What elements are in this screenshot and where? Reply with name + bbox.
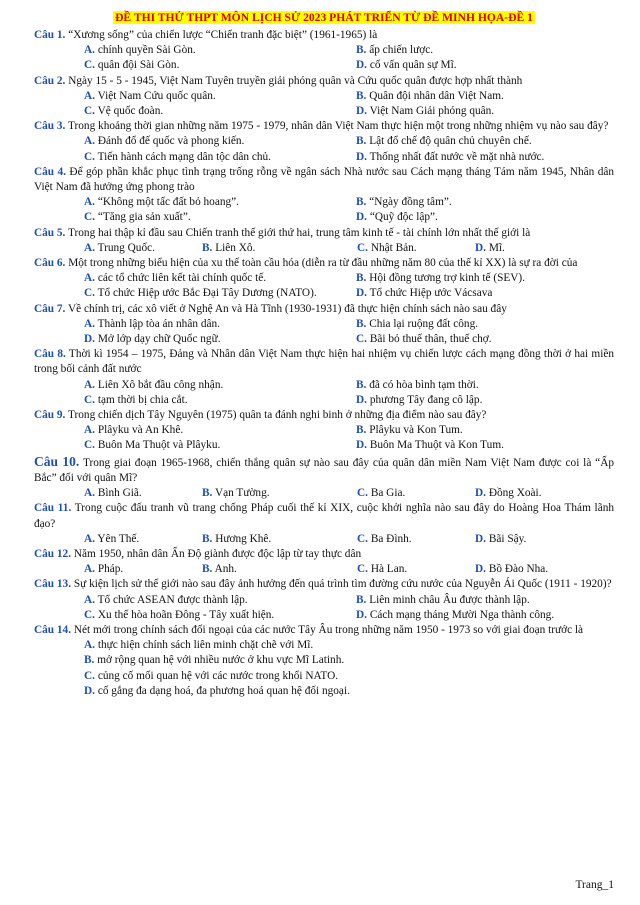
question-stem: [34, 28, 614, 43]
option-text: Lật đổ chế độ quân chủ chuyên chế.: [369, 135, 532, 148]
option-letter: D.: [356, 150, 367, 163]
option-text: Pháp.: [97, 563, 124, 576]
question-text: Để góp phần khắc phục tình trạng trống rỗng về ngân sách Nhà nước sau Cách mạng tháng Tám năm 1945, Nhân dân Việt Nam đã hưởng ứng phong trào: [34, 165, 615, 194]
question-block: [34, 119, 614, 165]
option-letter: A.: [84, 378, 95, 391]
answer-option: [84, 423, 356, 438]
option-letter: D.: [84, 684, 95, 697]
option-letter: C.: [357, 532, 368, 545]
answer-option: [84, 89, 356, 104]
answer-options: [34, 423, 614, 453]
question-block: [34, 302, 614, 348]
answer-option: [475, 562, 595, 577]
option-text: Yên Thế.: [97, 532, 140, 545]
question-stem: [34, 256, 614, 271]
option-letter: C.: [84, 393, 95, 406]
option-text: “Ngày đồng tâm”.: [369, 196, 452, 209]
answer-option: [84, 210, 356, 225]
option-text: Việt Nam Giải phóng quân.: [369, 105, 495, 118]
option-letter: B.: [84, 654, 95, 667]
answer-option: [84, 317, 356, 332]
question-text: Trong khoảng thời gian những năm 1975 - 1979, nhân dân Việt Nam thực hiện một trong những nhiệm vụ nào sau đây?: [68, 120, 609, 133]
option-letter: D.: [475, 532, 486, 545]
question-block: [34, 501, 614, 547]
option-letter: A.: [84, 639, 95, 652]
option-letter: C.: [357, 563, 368, 576]
answer-option: [475, 241, 595, 256]
answer-option: [356, 271, 628, 286]
question-number: Câu 7.: [34, 302, 66, 315]
option-text: Trung Quốc.: [97, 241, 155, 254]
option-letter: B.: [356, 44, 367, 57]
question-stem: [34, 119, 614, 134]
option-letter: C.: [84, 669, 95, 682]
answer-option: [84, 43, 356, 58]
answer-option: [84, 271, 356, 286]
option-letter: D.: [356, 608, 367, 621]
option-text: Tổ chức ASEAN được thành lập.: [97, 593, 248, 606]
question-stem: [34, 623, 614, 638]
option-text: Tiến hành cách mạng dân tộc dân chủ.: [97, 150, 271, 163]
answer-option: [357, 562, 475, 577]
answer-option: [84, 134, 356, 149]
answer-option: [356, 150, 628, 165]
answer-option: [357, 241, 475, 256]
option-text: “Không một tấc đất bỏ hoang”.: [97, 196, 239, 209]
option-text: Ba Gia.: [370, 487, 406, 500]
question-number: Câu 4.: [34, 165, 66, 178]
answer-option: [84, 684, 614, 699]
option-text: Nhật Bản.: [370, 241, 417, 254]
answer-options: [34, 378, 614, 408]
question-stem: [34, 408, 614, 423]
question-stem: [34, 547, 614, 562]
answer-option: [84, 104, 356, 119]
question-number: Câu 14.: [34, 623, 72, 636]
question-list: [34, 28, 614, 699]
option-letter: C.: [84, 105, 95, 118]
option-letter: C.: [84, 59, 95, 72]
question-stem: [34, 165, 614, 195]
answer-option: [202, 241, 357, 256]
question-stem: [34, 74, 614, 89]
option-letter: A.: [84, 487, 95, 500]
answer-options: [34, 317, 614, 347]
option-text: Anh.: [214, 563, 237, 576]
answer-options: [34, 532, 614, 547]
answer-option: [356, 317, 628, 332]
question-block: [34, 623, 614, 699]
option-text: Hương Khê.: [215, 532, 272, 545]
question-number: Câu 10.: [34, 453, 80, 469]
answer-option: [356, 286, 628, 301]
option-text: phương Tây đang cô lập.: [369, 393, 483, 406]
answer-options: [34, 89, 614, 119]
option-text: Việt Nam Cứu quốc quân.: [97, 89, 216, 102]
answer-option: [84, 332, 356, 347]
option-text: Bồ Đào Nha.: [488, 563, 549, 576]
option-text: đã có hòa bình tạm thời.: [369, 378, 479, 391]
question-stem: [34, 577, 614, 592]
option-letter: B.: [202, 241, 213, 254]
option-text: củng cố mối quan hệ với các nước trong khối NATO.: [97, 669, 339, 682]
answer-option: [356, 378, 628, 393]
option-text: thực hiện chính sách liên minh chặt chẽ với Mĩ.: [97, 639, 314, 652]
option-letter: C.: [357, 487, 368, 500]
question-number: Câu 5.: [34, 226, 66, 239]
option-text: mở rộng quan hệ với nhiều nước ở khu vực Mĩ Latinh.: [97, 654, 345, 667]
question-text: Nét mới trong chính sách đối ngoại của các nước Tây Âu trong những năm 1950 - 1973 so với giai đoạn trước là: [73, 623, 584, 636]
option-text: cố vấn quân sự Mĩ.: [369, 59, 457, 72]
question-block: [34, 347, 614, 408]
option-letter: B.: [356, 593, 367, 606]
answer-option: [84, 286, 356, 301]
exam-title: ĐỀ THI THỬ THPT MÔN LỊCH SỬ 2023 PHÁT TRIỂN TỪ ĐỀ MINH HỌA-ĐỀ 1: [115, 11, 533, 24]
answer-option: [84, 532, 202, 547]
answer-options: [34, 638, 614, 699]
option-text: Quân đội nhân dân Việt Nam.: [369, 89, 504, 102]
answer-options: [34, 562, 614, 577]
question-block: [34, 577, 614, 623]
question-block: [34, 28, 614, 74]
answer-option: [356, 89, 628, 104]
answer-option: [356, 210, 628, 225]
answer-option: [84, 638, 614, 653]
question-text: Thời kì 1954 – 1975, Đảng và Nhân dân Việt Nam thực hiện hai nhiệm vụ chiến lược cách mạng đồng thời ở hai miền trong bối cảnh đất nước: [34, 348, 615, 376]
option-text: Tổ chức Hiệp ước Bắc Đại Tây Dương (NATO).: [97, 287, 317, 300]
answer-option: [84, 378, 356, 393]
option-text: Liên Xô bắt đầu công nhận.: [97, 378, 224, 391]
option-letter: A.: [84, 424, 95, 437]
option-text: Liên minh châu Âu được thành lập.: [369, 593, 530, 606]
answer-option: [356, 43, 628, 58]
question-number: Câu 13.: [34, 578, 72, 591]
question-number: Câu 8.: [34, 348, 66, 361]
option-letter: C.: [84, 608, 95, 621]
option-text: Mở lớp dạy chữ Quốc ngữ.: [97, 333, 221, 346]
option-letter: A.: [84, 135, 95, 148]
answer-option: [84, 393, 356, 408]
option-letter: D.: [356, 393, 367, 406]
answer-option: [84, 150, 356, 165]
option-text: Buôn Ma Thuột và Plâyku.: [97, 439, 221, 452]
option-text: Bãi Sậy.: [488, 532, 527, 545]
answer-option: [356, 58, 628, 73]
question-text: Một trong những biểu hiện của xu thế toàn cầu hóa (diễn ra từ đầu những năm 80 của thế kỉ XX) là sự ra đời của: [68, 257, 578, 270]
option-letter: A.: [84, 44, 95, 57]
option-letter: A.: [84, 196, 95, 209]
answer-option: [357, 486, 475, 501]
question-block: [34, 74, 614, 120]
option-letter: C.: [84, 211, 95, 224]
option-text: Vệ quốc đoàn.: [97, 105, 164, 118]
option-letter: A.: [84, 272, 95, 285]
option-letter: C.: [84, 439, 95, 452]
answer-option: [356, 438, 628, 453]
answer-option: [356, 593, 628, 608]
option-letter: B.: [356, 424, 367, 437]
option-letter: B.: [356, 378, 367, 391]
option-letter: C.: [356, 333, 367, 346]
answer-options: [34, 271, 614, 301]
option-text: Plâyku và Kon Tum.: [369, 424, 463, 437]
answer-option: [202, 562, 357, 577]
option-text: quân đội Sài Gòn.: [97, 59, 180, 72]
option-letter: A.: [84, 563, 95, 576]
option-letter: D.: [356, 105, 367, 118]
option-text: tạm thời bị chia cắt.: [97, 393, 188, 406]
answer-option: [356, 104, 628, 119]
question-stem: [34, 347, 614, 377]
question-number: Câu 12.: [34, 547, 72, 560]
option-text: Liên Xô.: [215, 241, 256, 254]
option-letter: D.: [475, 563, 486, 576]
question-text: Ngày 15 - 5 - 1945, Việt Nam Tuyên truyền giải phóng quân và Cứu quốc quân được hợp nhất thành: [68, 74, 523, 87]
option-letter: A.: [84, 593, 95, 606]
option-letter: D.: [356, 439, 367, 452]
question-text: “Xương sống” của chiến lược “Chiến tranh đặc biệt” (1961-1965) là: [68, 29, 378, 41]
option-letter: B.: [202, 532, 213, 545]
option-text: Plâyku và An Khê.: [97, 424, 184, 437]
answer-option: [356, 393, 628, 408]
answer-option: [84, 562, 202, 577]
option-letter: B.: [356, 89, 367, 102]
answer-option: [475, 532, 595, 547]
option-text: Bình Giã.: [97, 487, 142, 500]
option-letter: B.: [356, 135, 367, 148]
page-number: Trang_1: [575, 879, 614, 891]
answer-option: [84, 486, 202, 501]
option-letter: D.: [475, 487, 486, 500]
question-text: Năm 1950, nhân dân Ấn Độ giành được độc lập từ tay thực dân: [73, 547, 362, 560]
option-letter: A.: [84, 532, 95, 545]
question-stem: [34, 501, 614, 531]
answer-option: [84, 241, 202, 256]
option-text: Ba Đình.: [370, 532, 412, 545]
option-text: Buôn Ma Thuột và Kon Tum.: [369, 439, 504, 452]
option-text: chính quyền Sài Gòn.: [97, 44, 196, 57]
answer-option: [84, 653, 614, 668]
answer-option: [84, 608, 356, 623]
question-text: Sự kiện lịch sử thế giới nào sau đây ảnh hưởng đến quá trình tìm đường cứu nước của Nguyễn Ái Quốc (1911 - 1920)?: [73, 578, 612, 591]
answer-options: [34, 593, 614, 623]
option-letter: D.: [356, 287, 367, 300]
option-letter: D.: [356, 59, 367, 72]
answer-option: [357, 532, 475, 547]
option-text: “Quỹ độc lập”.: [369, 211, 438, 224]
question-block: [34, 256, 614, 302]
option-text: cố gắng đa dạng hoá, đa phương hoá quan hệ đối ngoại.: [97, 684, 350, 697]
question-block: [34, 454, 614, 502]
question-text: Trong cuộc đấu tranh vũ trang chống Pháp cuối thế kỉ XIX, cuộc khởi nghĩa nào sau đây do Hoàng Hoa Thám lãnh đạo?: [34, 502, 615, 530]
answer-option: [356, 608, 628, 623]
question-number: Câu 2.: [34, 74, 66, 87]
option-letter: A.: [84, 241, 95, 254]
option-text: Xu thế hòa hoãn Đông - Tây xuất hiện.: [97, 608, 275, 621]
answer-option: [84, 593, 356, 608]
option-letter: C.: [84, 150, 95, 163]
option-text: Vạn Tường.: [214, 487, 270, 500]
answer-option: [356, 195, 628, 210]
option-text: Đồng Xoài.: [488, 487, 542, 500]
answer-option: [84, 669, 614, 684]
option-letter: D.: [356, 211, 367, 224]
answer-options: [34, 195, 614, 225]
question-stem: [34, 302, 614, 317]
question-block: [34, 165, 614, 226]
answer-option: [84, 195, 356, 210]
option-text: Cách mạng tháng Mười Nga thành công.: [369, 608, 555, 621]
question-number: Câu 9.: [34, 409, 66, 422]
option-letter: B.: [202, 487, 213, 500]
question-text: Trong hai thập kỉ đầu sau Chiến tranh thế giới thứ hai, trung tâm kinh tế - tài chính lớn nhất thế giới là: [68, 226, 531, 239]
question-stem: [34, 226, 614, 241]
option-text: Bãi bỏ thuế thân, thuế chợ.: [369, 333, 492, 346]
option-letter: A.: [84, 89, 95, 102]
question-stem: [34, 454, 614, 486]
question-number: Câu 1.: [34, 29, 66, 41]
answer-option: [475, 486, 595, 501]
question-block: [34, 547, 614, 577]
question-block: [34, 226, 614, 256]
question-number: Câu 11.: [34, 502, 72, 515]
option-letter: A.: [84, 317, 95, 330]
answer-options: [34, 134, 614, 164]
option-letter: B.: [356, 196, 367, 209]
option-letter: B.: [356, 317, 367, 330]
answer-option: [202, 486, 357, 501]
question-text: Trong chiến dịch Tây Nguyên (1975) quân ta đánh nghi binh ở những địa điểm nào sau đây?: [68, 409, 487, 422]
answer-options: [34, 43, 614, 73]
answer-options: [34, 241, 614, 256]
option-text: Mĩ.: [488, 241, 505, 254]
question-number: Câu 6.: [34, 257, 66, 270]
answer-option: [356, 423, 628, 438]
answer-options: [34, 486, 614, 501]
option-letter: B.: [356, 272, 367, 285]
option-text: Hội đồng tương trợ kinh tế (SEV).: [369, 272, 526, 285]
question-text: Trong giai đoạn 1965-1968, chiến thắng quân sự nào sau đây của quân dân miền Nam Việt Nam được coi là “Ấp Bắc” đối với quân Mĩ?: [34, 456, 615, 484]
option-letter: C.: [357, 241, 368, 254]
option-letter: B.: [202, 563, 213, 576]
option-text: Đánh đổ đế quốc và phong kiến.: [97, 135, 245, 148]
option-text: Thành lập tòa án nhân dân.: [97, 317, 220, 330]
question-text: Về chính trị, các xô viết ở Nghệ An và Hà Tĩnh (1930-1931) đã thực hiện chính sách nào sau đây: [68, 302, 507, 315]
answer-option: [84, 438, 356, 453]
option-text: ấp chiến lược.: [369, 44, 434, 57]
answer-option: [356, 332, 628, 347]
answer-option: [202, 532, 357, 547]
option-text: Thống nhất đất nước về mặt nhà nước.: [369, 150, 545, 163]
option-text: Chia lại ruộng đất công.: [369, 317, 479, 330]
answer-option: [84, 58, 356, 73]
option-letter: D.: [84, 333, 95, 346]
option-letter: C.: [84, 287, 95, 300]
option-text: Tổ chức Hiệp ước Vácsava: [369, 287, 493, 300]
question-number: Câu 3.: [34, 120, 66, 133]
option-text: các tổ chức liên kết tài chính quốc tế.: [97, 272, 267, 285]
option-text: Hà Lan.: [370, 563, 408, 576]
answer-option: [356, 134, 628, 149]
option-letter: D.: [475, 241, 486, 254]
option-text: “Tăng gia sản xuất”.: [97, 211, 191, 224]
question-block: [34, 408, 614, 454]
